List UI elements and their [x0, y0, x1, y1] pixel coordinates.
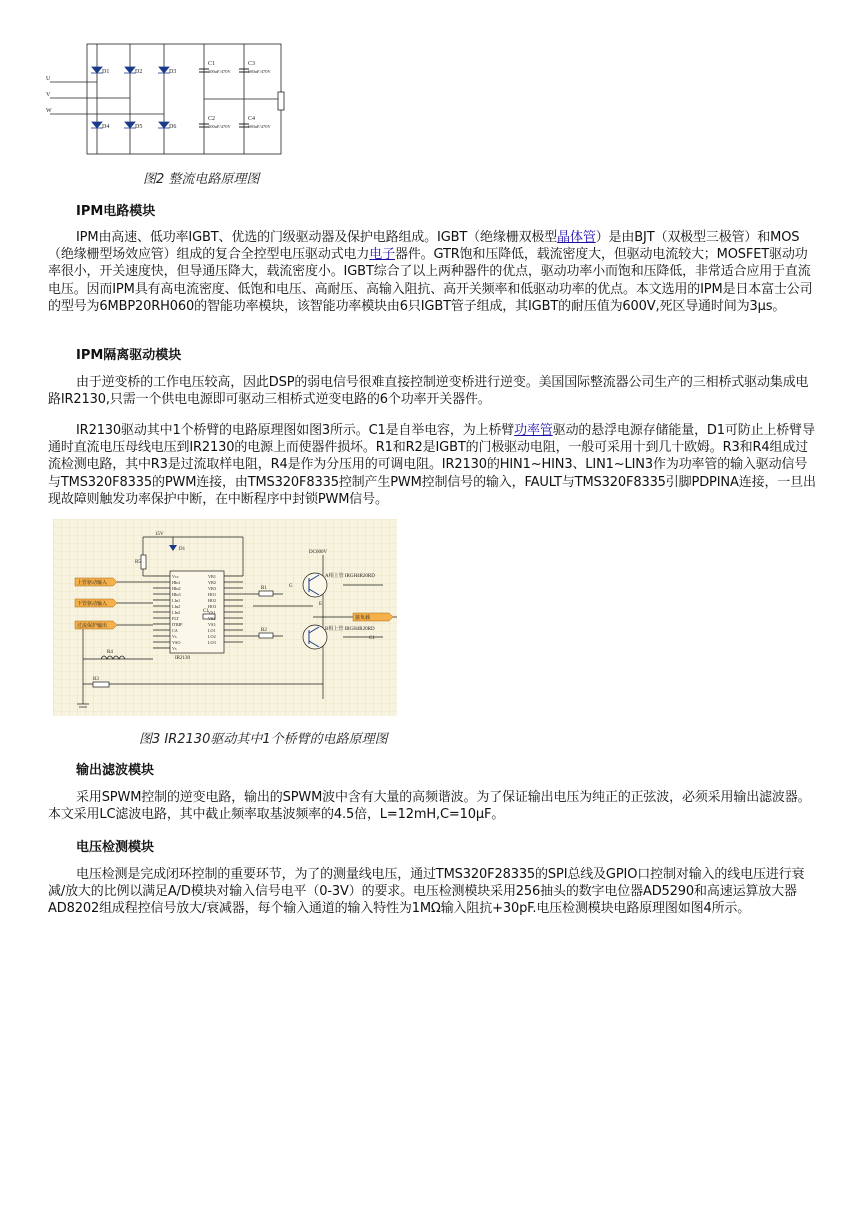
input-label-bottom-driver: 下管驱动输入 [77, 602, 108, 607]
chip-pin-label: HIn2 [172, 586, 181, 591]
part-label: R3 [93, 677, 99, 682]
chip-pin-label: Vs [172, 634, 177, 639]
chip-pin-label: VSO [172, 640, 181, 645]
chip-pin-label: HIn1 [172, 580, 181, 585]
text-run: IPM由高速、低功率IGBT、优选的门级驱动器及保护电路组成。IGBT（绝缘栅双极型 [76, 230, 558, 245]
chip-pin-label: HO3 [208, 604, 217, 609]
text-run: ）是由BJT（双极型三极管）和MOS（绝缘栅型场效应管）组成的复合全控型电压驱动式电力 [48, 230, 800, 263]
text-run: 器件。GTR饱和压降低，载流密度大，但驱动电流较大；MOSFET驱动功率很小，开关速度快，但导通压降大，载流密度小。IGBT综合了以上两种器件的优点，驱动功率小而饱和压降低，非常适合应用于直流电压。因而IPM具有高电流密度、低饱和电压、高耐压、高输入阻抗、高开关频率和低驱动功率的优点。本文选用的IPM是日本富士公司的型号为6MBP20RH060的智能功率模块，该智能功率模块由6只IGBT管子组成，其IGBT的耐压值为600V,死区导通时间为3μs。 [48, 247, 813, 314]
section-heading-iso-driver: IPM隔离驱动模块 [76, 348, 182, 363]
paragraph-filter: 采用SPWM控制的逆变电路，输出的SPWM波中含有大量的高频谐波。为了保证输出电压为纯正的正弦波，必须采用输出滤波器。本文采用LC滤波电路，其中截止频率取基波频率的4.5倍，L=12mH,C=10μF。 [48, 790, 811, 823]
part-label: G [289, 584, 293, 589]
part-label: R4 [107, 650, 113, 655]
input-label-top-driver: 上管驱动输入 [77, 581, 108, 586]
rectifier-circuit-figure [44, 36, 294, 160]
igbt-top-label: A相上管 IRGH4R20RD [325, 574, 375, 579]
chip-pin-label: VB2 [208, 580, 216, 585]
section-heading-filter: 输出滤波模块 [76, 763, 155, 778]
chip-pin-label: LIn1 [172, 598, 181, 603]
chip-pin-label: LO2 [208, 634, 216, 639]
cap-name: C4 [248, 116, 256, 122]
input-label-w: W [46, 108, 52, 114]
cap-name: C2 [208, 116, 216, 122]
paragraph-iso-2 [48, 422, 820, 508]
chip-pin-label: VS3 [208, 622, 216, 627]
chip-pin-label: Vcc [172, 574, 179, 579]
chip-pin-label: LIn3 [172, 610, 181, 615]
part-label: R5 [135, 560, 141, 565]
link-power-tube[interactable]: 功率管 [514, 423, 553, 438]
paragraph-iso-1: 由于逆变桥的工作电压较高，因此DSP的弱电信号很难直接控制逆变桥进行逆变。美国国际整流器公司生产的三相桥式驱动集成电路IR2130,只需一个供电电源即可驱动三相桥式逆变电路的6个功率开关器件。 [48, 375, 809, 408]
part-label: C1 [203, 609, 209, 614]
part-label: R2 [261, 628, 267, 633]
link-transistor[interactable]: 晶体管 [557, 230, 596, 245]
ir2130-schematic-figure [53, 519, 397, 716]
chip-pin-label: VB3 [208, 586, 216, 591]
chip-pin-label: Vs [172, 646, 177, 651]
cap-value: 680uF/470V [248, 124, 271, 129]
paragraph-ipm [48, 229, 820, 315]
chip-pin-label: CA [172, 628, 178, 633]
figure-2-caption: 图2 整流电路原理图 [143, 172, 260, 187]
bus-voltage-label: DC600V [309, 550, 328, 555]
diode-label: D3 [169, 69, 177, 75]
part-label: R1 [261, 586, 267, 591]
input-label-u: U [46, 76, 51, 82]
diode-label: D6 [169, 124, 177, 130]
cap-name: C3 [248, 61, 256, 67]
link-electronics[interactable]: 电子 [369, 247, 395, 263]
chip-pin-label: HO2 [208, 598, 217, 603]
cap-value: 100uF/470V [208, 124, 231, 129]
diode-label: D4 [102, 124, 110, 130]
cap-value: 680uF/470V [248, 69, 271, 74]
output-label-load: 接负载 [355, 616, 371, 621]
chip-pin-label: LO3 [208, 640, 216, 645]
part-label: E [319, 602, 323, 607]
chip-pin-label: VB1 [208, 574, 216, 579]
text-run: IR2130驱动其中1个桥臂的电路原理图如图3所示。C1是自举电容，为上桥臂 [76, 423, 515, 438]
chip-pin-label: LO1 [208, 628, 216, 633]
diode-label: D1 [102, 69, 110, 75]
figure-3-caption: 图3 IR2130驱动其中1个桥臂的电路原理图 [139, 732, 388, 747]
part-label: C1 [369, 636, 375, 641]
chip-pin-label: VS1 [208, 610, 216, 615]
input-label-overcurrent: 过流保护输出 [77, 624, 108, 629]
supply-label: 15V [155, 532, 164, 537]
diode-label: D5 [135, 124, 143, 130]
section-heading-ipm: IPM电路模块 [76, 204, 156, 219]
part-label: D1 [179, 547, 186, 552]
section-heading-voltage: 电压检测模块 [76, 840, 155, 855]
chip-name: IR2130 [175, 656, 190, 661]
chip-pin-label: HO1 [208, 592, 217, 597]
chip-pin-label: ITRIP [172, 622, 183, 627]
diode-label: D2 [135, 69, 143, 75]
text-run: 驱动的悬浮电源存储能量，D1可防止上桥臂导通时直流电压母线电压到IR2130的电源上而使器件损坏。R1和R2是IGBT的门极驱动电阻，一般可采用十到几十欧姆。R3和R4组成过流检测电路，其中R3是过流取样电阻，R4是作为分压用的可调电阻。IR2130的HIN1~HIN3、LIN1~LIN3作为功率管的输入驱动信号与TMS320F8335的PWM连接，由TMS320F8335控制产生PWM控制信号的输入，FAULT与TMS320F8335引脚PDPINA连接，一旦出现故障则触发功率保护中断，在中断程序中封锁PWM信号。 [48, 423, 816, 507]
igbt-bottom-label: B相上管 IRGH4R20RD [325, 627, 375, 632]
cap-name: C1 [208, 61, 216, 67]
chip-pin-label: HIn3 [172, 592, 181, 597]
input-label-v: V [46, 92, 51, 98]
chip-pin-label: VS2 [208, 616, 216, 621]
chip-pin-label: LIn2 [172, 604, 181, 609]
paragraph-voltage: 电压检测是完成闭环控制的重要环节，为了的测量线电压，通过TMS320F28335的SPI总线及GPIO口控制对输入的线电压进行衰减/放大的比例以满足A/D模块对输入信号电平（0-3V）的要求。电压检测模块采用256抽头的数字电位器AD5290和高速运算放大器AD8202组成程控信号放大/衰减器，每个输入通道的输入特性为1MΩ输入阻抗+30pF.电压检测模块电路原理图如图4所示。 [48, 867, 805, 917]
chip-pin-label: FLT [172, 616, 180, 621]
cap-value: 100uF/470V [208, 69, 231, 74]
